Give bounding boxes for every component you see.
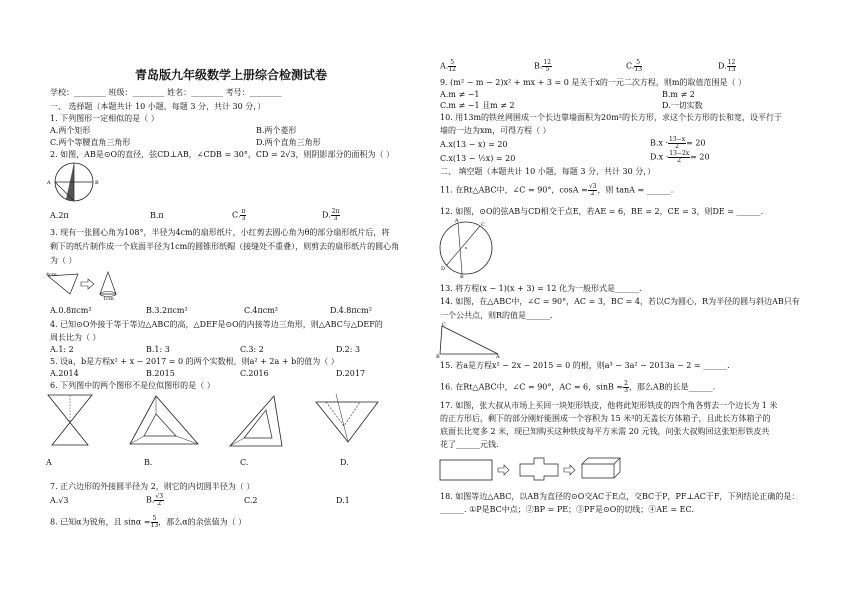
q4-option-d: D.2: 3 (336, 345, 361, 354)
q5-option-d: D.2017 (336, 369, 366, 378)
q6-figure-a (44, 391, 96, 451)
q6-option-b: B. (144, 458, 153, 467)
q7-option-b: B. $\frac{√3}{2}$ (146, 493, 164, 507)
q8-option-a: A. $\frac{5}{12}$ (440, 59, 456, 73)
q3-option-c: C.4πcm² (244, 306, 278, 315)
q1-option-b: B.两个菱形 (256, 126, 297, 135)
q6-figure-b (126, 392, 200, 452)
q8-option-c: C. $\frac{5}{13}$ (626, 59, 643, 73)
svg-text:D: D (441, 266, 446, 272)
q4-option-b: B.1: 3 (146, 345, 170, 354)
q3-option-b: B.3.2πcm² (146, 306, 188, 315)
q2-option-b: B.π (150, 211, 164, 220)
q3-option-d: D.4.8πcm² (330, 306, 372, 315)
q13-stem: 13. 将方程(x − 1)(x + 3) = 12 化为一般形式是______. (440, 284, 642, 293)
q9-stem: 9. (m² − m − 2)x² + mx + 3 = 0 是关于x的一元二次方程，则m的取值范围是（ ） (440, 78, 747, 87)
q8-option-d: D. $\frac{12}{13}$ (718, 59, 736, 73)
q4-option-a: A.1: 2 (50, 345, 74, 354)
q17-line1: 17. 如图，张大叔从市场上买回一块矩形铁皮，他将此矩形铁皮的四个角各剪去一个边长为 1 米 (440, 401, 778, 410)
svg-text:A: A (47, 180, 51, 186)
q9-option-c: C.m ≠ −1 且m ≠ 2 (440, 101, 515, 110)
q9-option-d: D.一切实数 (662, 101, 703, 110)
svg-text:A: A (455, 218, 459, 224)
q3-fig-label-1cm: 1cm (103, 296, 114, 302)
q6-figure-d (312, 392, 382, 452)
q17-line3: 底面长比宽多 2 米，现已知购买这种铁皮每平方米需 20 元钱，问张大叔购回这张矩形铁皮共 (440, 427, 770, 436)
q14-figure (436, 322, 502, 358)
q1-option-d: D.两个直角三角形 (256, 138, 321, 147)
q10-option-b: B.x · $\frac{13-x}{2}$ = 20 (650, 136, 706, 150)
q14-line2: 一个公共点，则R的值是______. (440, 311, 553, 320)
q3-line2: 剩下的纸片制作成一个底面半径为1cm的圆锥形纸帽（接缝处不重叠），则剪去的扇形纸片的圆心角 (50, 242, 400, 251)
svg-text:B: B (436, 354, 440, 358)
q4-line1: 4. 已知⊙O外接于等于等边△ABC的高，△DEF是⊙O的内接等边三角形，则△ABC与△DEF的 (50, 320, 383, 329)
svg-text:C: C (442, 322, 446, 328)
q3-fig-label-4cm: 4cm (46, 272, 57, 278)
svg-text:B: B (95, 180, 99, 186)
q4-option-c: C.3: 2 (240, 345, 264, 354)
q11-stem: 11. 在Rt△ABC中，∠C = 90°，cosA = $\frac{√3}{2}$ ，则 tanA = ______. (440, 183, 674, 197)
q5-option-b: B.2015 (146, 369, 175, 378)
q9-option-a: A.m ≠ −1 (440, 90, 480, 99)
q1-option-a: A.两个矩形 (50, 126, 91, 135)
q4-line2: 周长比为（ ） (50, 333, 101, 342)
q5-option-c: C.2016 (240, 369, 269, 378)
q6-option-c: C. (240, 458, 249, 467)
q10-option-c: C.x(13 − ½x) = 20 (440, 154, 516, 163)
q8-stem: 8. 已知α为锐角，且 sinα = $\frac{5}{13}$ ，那么α的余弦值为（ ） (50, 515, 247, 529)
q17-figure (438, 452, 628, 482)
q17-line2: 的正方形后，剩下的部分刚好能围成一个容积为 15 米³的无盖长方体箱子，且此长方体箱子的 (440, 414, 771, 423)
q7-option-d: D.1 (336, 496, 350, 505)
q9-option-b: B.m ≠ 2 (662, 90, 695, 99)
q3-option-a: A.0.8πcm² (50, 306, 92, 315)
q10-option-a: A.x(13 − x) = 20 (440, 140, 508, 149)
q6-figure-c (226, 392, 286, 452)
q15-stem: 15. 若a是方程x² − 2x − 2015 = 0 的根，则a³ − 3a² − 2013a − 2 = ______. (440, 361, 730, 370)
q1-stem: 1. 下列图形一定相似的是（ ） (50, 114, 159, 123)
q5-stem: 5. 设a，b是方程x² + x − 2017 = 0 的两个实数根，则a² + 2a + b的值为（ ） (50, 357, 339, 366)
q2-option-d: D. $\frac{2\pi}{3}$ (322, 208, 340, 222)
q6-stem: 6. 下列图中的两个图形不是位似图形的是（ ） (50, 381, 215, 390)
q7-stem: 7. 正六边形的外接圆半径为 2，则它的内切圆半径为（ ） (50, 482, 255, 491)
svg-text:B: B (460, 274, 464, 278)
q2-option-a: A.2π (50, 211, 69, 220)
q5-option-a: A.2014 (50, 369, 79, 378)
student-info-line: 学校：________ 班级：________ 姓名：________ 考号：________ (50, 88, 282, 97)
q7-option-c: C.2 (244, 496, 258, 505)
q2-figure (44, 160, 104, 204)
q8-option-b: B. $\frac{12}{5}$ (534, 59, 552, 73)
q3-line3: 为（ ） (50, 256, 77, 265)
q2-stem: 2. 如图，AB是⊙O的直径，弦CD⊥AB，∠CDB = 30°，CD = 2√3，则阴影部分的面积为（ ） (50, 150, 395, 159)
q14-line1: 14. 如图，在△ABC中，∠C = 90°，AC = 3，BC = 4，若以C为圆心，R为半径的圆与斜边AB只有 (440, 297, 800, 306)
svg-text:C: C (481, 222, 485, 228)
q16-stem: 16. 在Rt△ABC中，∠C = 90°，AC = 6，sinB = $\frac{2}{3}$ ，那么AB的长是______. (440, 380, 716, 394)
q6-option-a: A (46, 458, 52, 467)
q17-line4: 花了______元钱. (440, 440, 499, 449)
q18-line2: ______. ①P是BC中点；②BP = PE；③PF是⊙O的切线；④AE = EC. (440, 505, 694, 514)
page-title: 青岛版九年级数学上册综合检测试卷 (135, 68, 328, 82)
q7-option-a: A.√3 (50, 496, 69, 505)
svg-text:A: A (496, 354, 500, 358)
q10-option-d: D.x · $\frac{13-2x}{2}$ = 20 (650, 150, 710, 164)
q1-option-c: C.两个等腰直角三角形 (50, 138, 131, 147)
q6-option-d: D. (340, 458, 349, 467)
section1-heading: 一、 选择题（本题共计 10 小题，每题 3 分，共计 30 分，） (50, 102, 266, 111)
q12-stem: 12. 如图，⊙O的弦AB与CD相交于点E，若AE = 6，BE = 2，CE = 3，则DE = ______. (440, 207, 764, 216)
q18-line1: 18. 如图等边△ABC，以AB为直径的⊙O交AC于E点，交BC于P，PF⊥AC于F，下列结论正确的是： (440, 492, 800, 501)
q12-figure (436, 218, 496, 278)
q10-line2: 墙的一边为xm，可得方程（ ） (440, 126, 551, 135)
q10-line1: 10. 用13m的铁丝网围成一个长边靠墙面积为20m²的长方形，求这个长方形的长和宽，设平行于 (440, 113, 783, 122)
q3-line1: 3. 现有一张圆心角为108°，半径为4cm的扇形纸片，小红剪去圆心角为θ的部分扇形纸片后，将 (50, 228, 390, 237)
section2-heading: 二、 填空题（本题共计 10 小题，每题 3 分，共计 30 分，） (440, 167, 656, 176)
q2-option-c: C. $\frac{\pi}{3}$ (232, 208, 246, 222)
